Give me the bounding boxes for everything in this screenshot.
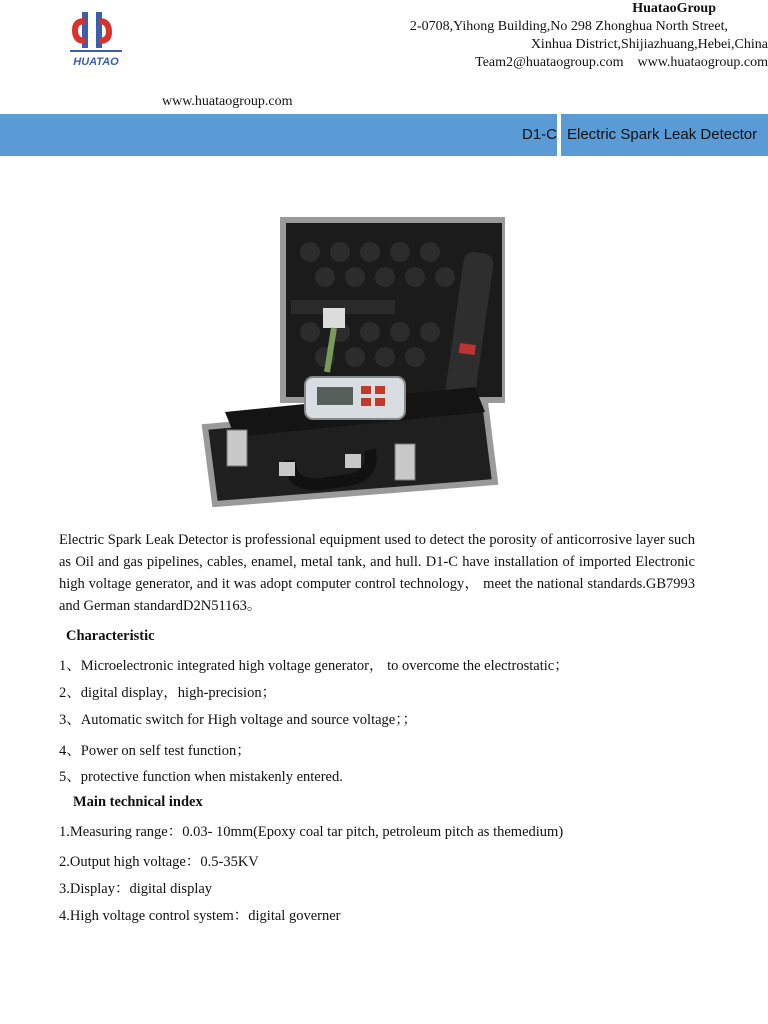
- technical-item: 2.Output high voltage：0.5-35KV: [59, 854, 259, 870]
- product-name: Electric Spark Leak Detector: [567, 126, 758, 143]
- title-separator: [557, 114, 561, 156]
- company-info: [208, 0, 768, 72]
- address-line-1: 2-0708,Yihong Building,No 298 Zhonghua North Street,: [409, 19, 728, 34]
- logo-text: HUATAO: [73, 56, 119, 68]
- technical-item: 3.Display：digital display: [59, 881, 213, 897]
- address-line-2: Xinhua District,Shijiazhuang,Hebei,China: [530, 37, 768, 52]
- case-latch-left: [227, 430, 247, 466]
- product-title-bar: [0, 114, 768, 156]
- contact-line: Team2@huataogroup.com www.huataogroup.com: [475, 55, 768, 70]
- company-logo: [62, 8, 130, 70]
- characteristic-item: 1、Microelectronic integrated high voltage generator， to overcome the electrostatic；: [59, 658, 569, 674]
- model-code: D1-C: [521, 126, 557, 143]
- logo-mark: [70, 12, 122, 52]
- company-name: HuataoGroup: [632, 1, 716, 16]
- case-latch-right: [395, 444, 415, 480]
- characteristic-item: 3、Automatic switch for High voltage and source voltage；；: [59, 712, 417, 728]
- technical-item: 1.Measuring range：0.03- 10mm(Epoxy coal tar pitch, petroleum pitch as themedium): [59, 824, 564, 840]
- characteristic-heading: Characteristic: [66, 628, 155, 644]
- characteristic-item: 2、digital display，high-precision；: [59, 685, 277, 701]
- technical-heading: Main technical index: [73, 794, 203, 810]
- characteristic-item: 4、Power on self test function；: [59, 743, 251, 759]
- digital-display: [317, 387, 353, 405]
- website-link[interactable]: www.huataogroup.com: [162, 94, 293, 109]
- technical-item: 4.High voltage control system：digital governer: [59, 908, 341, 924]
- characteristic-item: 5、protective function when mistakenly entered.: [59, 769, 343, 785]
- intro-paragraph: Electric Spark Leak Detector is professional equipment used to detect the porosity of anticorrosive layer such as Oil and gas pipelines, cables, enamel, metal tank, and hull. D1-C have installation of imported Electronic high voltage generator, and it was adopt computer control technology， meet the national standards.GB7993 and German standardD2N51163。: [59, 532, 695, 614]
- product-photo: [195, 212, 505, 512]
